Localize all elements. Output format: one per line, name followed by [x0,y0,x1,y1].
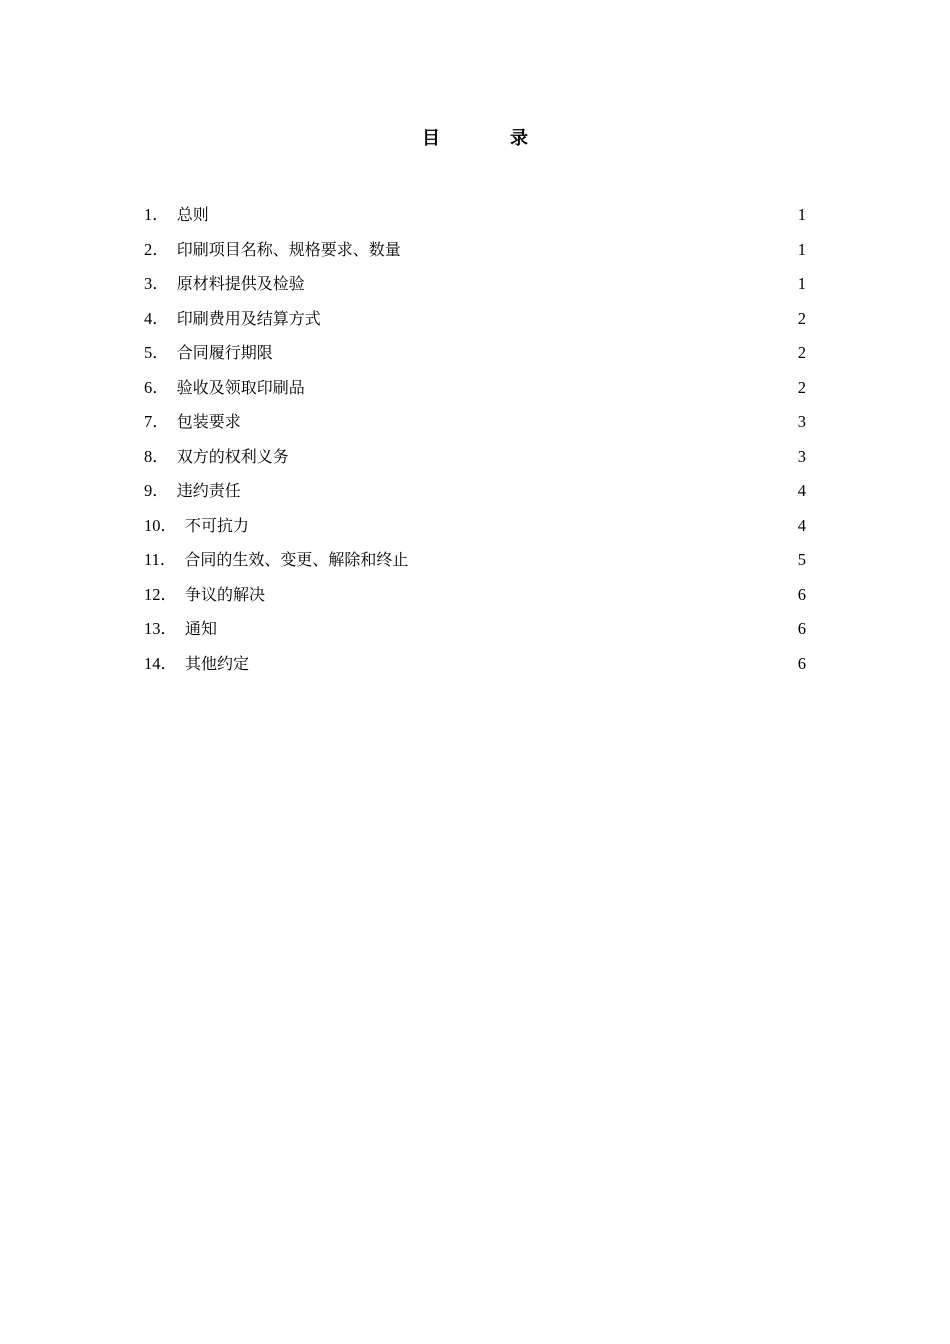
table-of-contents [144,198,806,681]
toc-entry-number: 2． [144,239,169,259]
dot-leader [402,254,797,255]
toc-entry-label: 违约责任 [176,481,241,500]
toc-entry[interactable] [144,509,806,544]
toc-entry-number: 8． [144,446,169,466]
toc-entry-number: 5． [144,343,169,362]
toc-entry-page: 5 [797,550,806,569]
toc-title: 目 录 [422,128,554,149]
toc-entry-label: 争议的解决 [185,584,266,604]
toc-entry-label: 总则 [176,205,209,224]
toc-entry-number: 10． [144,515,177,535]
toc-entry[interactable] [144,233,806,268]
toc-entry-page: 4 [797,481,806,500]
toc-entry-page: 1 [797,274,806,293]
toc-entry-label: 包装要求 [176,412,241,431]
toc-entry-page: 4 [797,515,806,535]
toc-entry[interactable] [144,371,806,406]
dot-leader [242,426,797,427]
toc-entry-page: 6 [797,653,806,673]
toc-entry-label: 通知 [185,619,218,638]
toc-entry-label: 原材料提供及检验 [176,274,305,293]
dot-leader [250,668,797,669]
toc-entry-number: 11． [144,550,177,569]
toc-entry-page: 2 [797,377,806,397]
toc-entry-page: 3 [797,412,806,431]
dot-leader [274,357,797,358]
toc-entry-page: 3 [797,446,806,466]
toc-entry[interactable] [144,336,806,371]
toc-entry-label: 印刷项目名称、规格要求、数量 [176,239,401,259]
toc-entry-number: 14． [144,653,177,673]
toc-entry-page: 1 [797,239,806,259]
dot-leader [210,219,797,220]
toc-entry-number: 4． [144,308,169,328]
toc-entry-label: 双方的权利义务 [176,446,289,466]
toc-entry-number: 13． [144,619,177,638]
toc-entry-number: 12． [144,584,177,604]
toc-entry-label: 验收及领取印刷品 [176,377,305,397]
dot-leader [322,323,797,324]
toc-entry[interactable] [144,543,806,578]
toc-entry-page: 6 [797,584,806,604]
toc-entry-page: 2 [797,343,806,362]
dot-leader [250,530,797,531]
toc-entry-page: 2 [797,308,806,328]
toc-entry-label: 其他约定 [185,653,250,673]
toc-entry-page: 1 [797,205,806,224]
toc-entry-label: 合同的生效、变更、解除和终止 [184,550,409,569]
dot-leader [242,495,797,496]
toc-entry[interactable] [144,440,806,475]
dot-leader [266,599,797,600]
toc-entry[interactable] [144,405,806,440]
dot-leader [290,461,797,462]
toc-entry-number: 1． [144,205,169,224]
toc-entry-label: 印刷费用及结算方式 [176,308,321,328]
dot-leader [306,288,797,289]
toc-entry-number: 7． [144,412,169,431]
toc-entry-label: 不可抗力 [185,515,250,535]
toc-entry[interactable] [144,578,806,613]
dot-leader [409,564,796,565]
toc-entry[interactable] [144,474,806,509]
toc-entry-number: 9． [144,481,169,500]
toc-entry[interactable] [144,612,806,647]
toc-entry-number: 6． [144,377,169,397]
toc-entry[interactable] [144,198,806,233]
toc-entry[interactable] [144,302,806,337]
toc-entry-label: 合同履行期限 [176,343,273,362]
dot-leader [218,633,797,634]
toc-entry[interactable] [144,267,806,302]
toc-entry[interactable] [144,647,806,682]
dot-leader [306,392,797,393]
toc-entry-number: 3． [144,274,169,293]
toc-entry-page: 6 [797,619,806,638]
